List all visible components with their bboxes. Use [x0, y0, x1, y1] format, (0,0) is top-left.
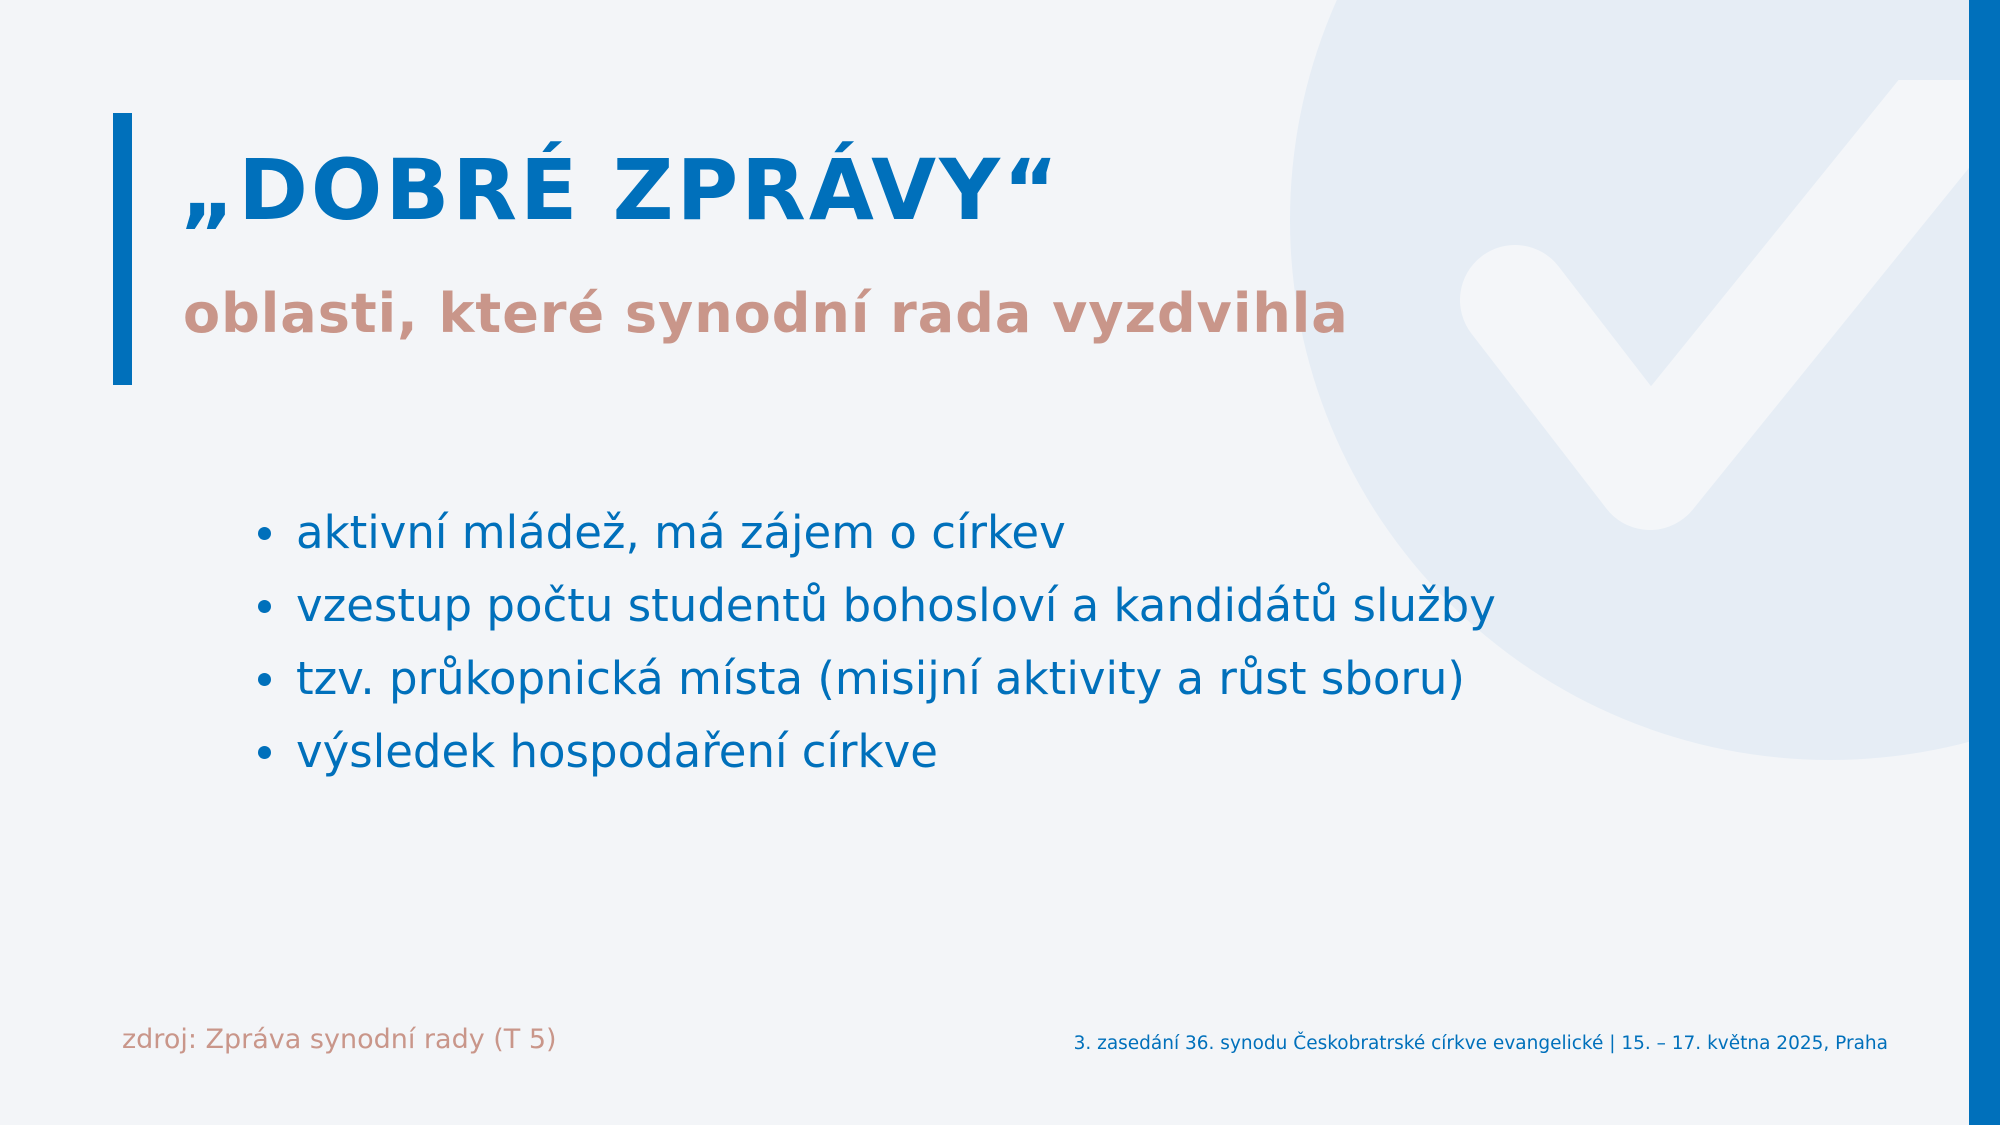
- bullet-icon: [258, 600, 271, 613]
- bullet-icon: [258, 527, 271, 540]
- bullet-list: [252, 496, 1496, 788]
- right-accent-bar: [1969, 0, 2000, 1125]
- list-item: [252, 569, 1496, 642]
- bullet-icon: [258, 673, 271, 686]
- list-item-text: výsledek hospodaření církve: [296, 725, 938, 778]
- slide-subtitle: oblasti, které synodní rada vyzdvihla: [183, 282, 1349, 345]
- source-note: zdroj: Zpráva synodní rady (T 5): [122, 1024, 557, 1055]
- title-accent-bar: [113, 113, 132, 385]
- list-item-text: aktivní mládež, má zájem o církev: [296, 506, 1066, 559]
- list-item-text: vzestup počtu studentů bohosloví a kandidátů služby: [296, 579, 1496, 632]
- list-item-text: tzv. průkopnická místa (misijní aktivity a růst sboru): [296, 652, 1465, 705]
- list-item: [252, 496, 1496, 569]
- list-item: [252, 715, 1496, 788]
- bullet-icon: [258, 746, 271, 759]
- list-item: [252, 642, 1496, 715]
- checkmark-icon: [1440, 80, 1980, 560]
- footer-text: 3. zasedání 36. synodu Českobratrské církve evangelické | 15. – 17. května 2025, Praha: [1073, 1033, 1888, 1054]
- slide-title: „DOBRÉ ZPRÁVY“: [180, 141, 1062, 239]
